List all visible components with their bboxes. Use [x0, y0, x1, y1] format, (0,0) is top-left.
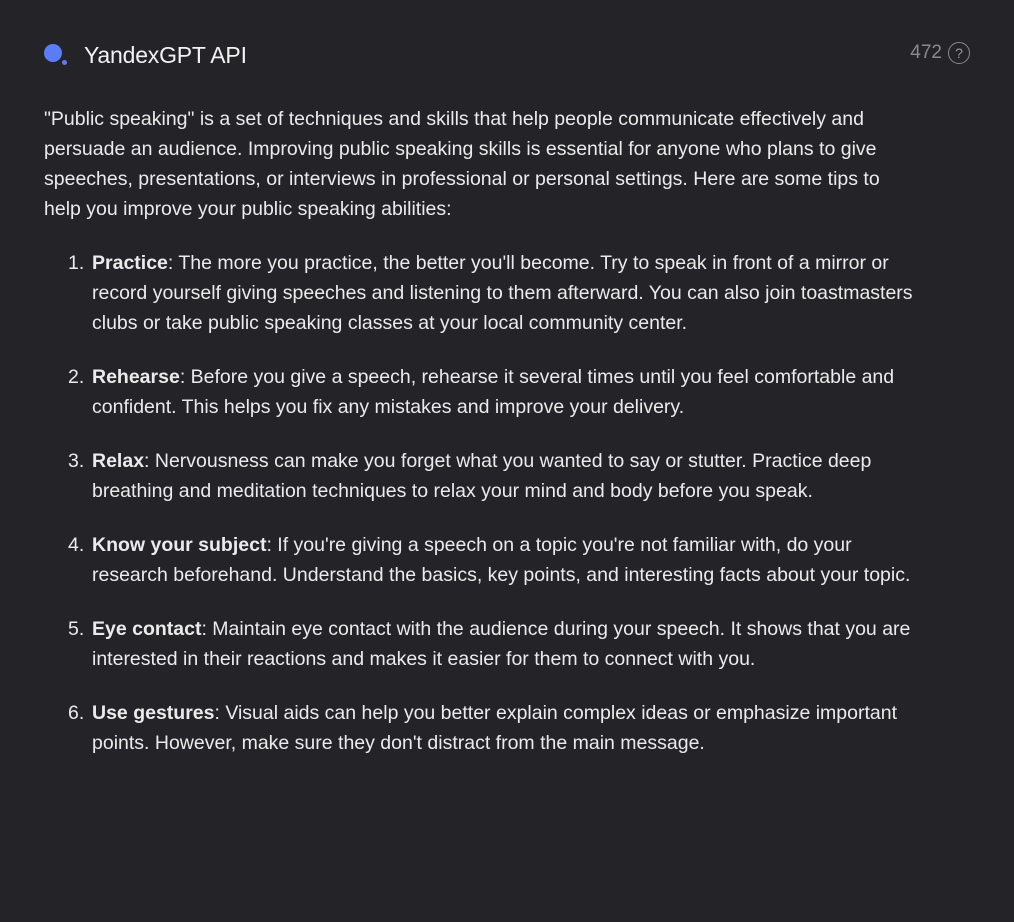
- list-item-text: : If you're giving a speech on a topic you're not familiar with, do your research beforehand. Understand the basics, key points, and interesting facts about your topic.: [92, 534, 911, 586]
- list-item-number: 3.: [68, 450, 85, 472]
- list-item-title: Relax: [92, 450, 145, 472]
- list-item-number: 5.: [68, 618, 85, 640]
- list-item: [44, 248, 914, 338]
- tips-list: [44, 248, 914, 758]
- list-item-text: : Visual aids can help you better explain complex ideas or emphasize important points. However, make sure they don't distract from the main message.: [92, 702, 898, 754]
- list-item-text: : Before you give a speech, rehearse it several times until you feel comfortable and confident. This helps you fix any mistakes and improve your delivery.: [92, 366, 895, 418]
- list-item-text: : Maintain eye contact with the audience during your speech. It shows that you are interested in their reactions and makes it easier for them to connect with you.: [92, 618, 911, 670]
- yandexgpt-logo-icon: [44, 42, 70, 68]
- response-header: [44, 38, 247, 72]
- list-item-title: Know your subject: [92, 534, 267, 556]
- list-item-number: 2.: [68, 366, 85, 388]
- intro-paragraph: "Public speaking" is a set of techniques and skills that help people communicate effectively and persuade an audience. Improving public speaking skills is essential for anyone who plans to give speeches, presentations, or interviews in professional or personal settings. Here are some tips to help you improve your public speaking abilities:: [44, 108, 880, 220]
- list-item: [44, 530, 914, 590]
- list-item-title: Eye contact: [92, 618, 202, 640]
- list-item-title: Rehearse: [92, 366, 180, 388]
- list-item: [44, 446, 914, 506]
- list-item-number: 6.: [68, 702, 85, 724]
- list-item-text: : The more you practice, the better you'll become. Try to speak in front of a mirror or record yourself giving speeches and listening to them afterward. You can also join toastmasters clubs or take public speaking classes at your local community center.: [92, 252, 913, 334]
- list-item: [44, 362, 914, 422]
- help-icon[interactable]: ?: [948, 42, 970, 64]
- list-item: [44, 698, 914, 758]
- list-item-number: 1.: [68, 252, 85, 274]
- list-item-number: 4.: [68, 534, 85, 556]
- list-item-title: Use gestures: [92, 702, 215, 724]
- model-title: YandexGPT API: [84, 41, 247, 68]
- response-text: [44, 104, 914, 782]
- list-item-title: Practice: [92, 252, 168, 274]
- list-item: [44, 614, 914, 674]
- token-counter: [910, 42, 970, 64]
- token-count: 472: [910, 42, 942, 63]
- list-item-text: : Nervousness can make you forget what you wanted to say or stutter. Practice deep breathing and meditation techniques to relax your mind and body before you speak.: [92, 450, 872, 502]
